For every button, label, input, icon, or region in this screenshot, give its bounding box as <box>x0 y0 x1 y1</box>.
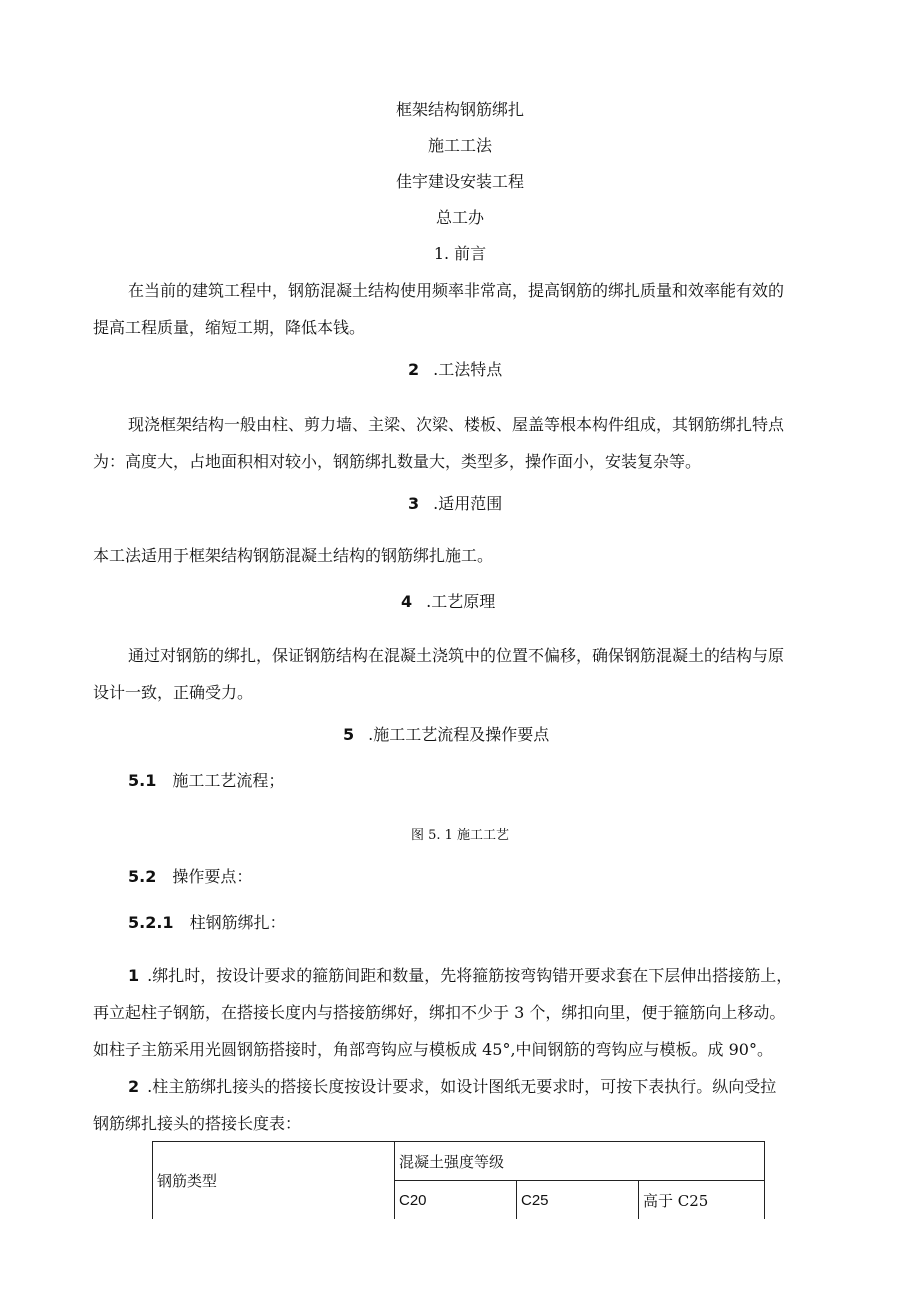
section-4-heading <box>401 592 495 612</box>
section-4-paragraph-line-2: 设计一致，正确受力。 <box>93 683 254 702</box>
table-header-c20: C20 <box>395 1181 517 1220</box>
item-2-line-1 <box>128 1077 776 1097</box>
item-1-text-1: .绑扎时，按设计要求的箍筋间距和数量，先将箍筋按弯钩错开要求套在下层伸出搭接筋上， <box>147 966 793 985</box>
item-1-number: 1 <box>128 966 140 985</box>
item-2-line-2: 钢筋绑扎接头的搭接长度表： <box>93 1114 302 1133</box>
table-header-concrete-grade: 混凝土强度等级 <box>395 1142 765 1181</box>
section-2-heading <box>408 360 502 380</box>
section-5-number: 5 <box>343 725 355 744</box>
subsection-5-1-title: 施工工艺流程； <box>172 771 285 790</box>
item-2-number: 2 <box>128 1077 140 1096</box>
subsection-5-1-number: 5.1 <box>128 771 157 790</box>
item-2-text-1: .柱主筋绑扎接头的搭接长度按设计要求，如设计图纸无要求时，可按下表执行。纵向受拉 <box>147 1077 777 1096</box>
doc-title: 框架结构钢筋绑扎 <box>395 100 524 119</box>
section-5-title: .施工工艺流程及操作要点 <box>368 725 550 744</box>
table-header-c25: C25 <box>517 1181 639 1220</box>
page-bottom-mask <box>140 1219 780 1301</box>
section-4-title: .工艺原理 <box>426 592 496 611</box>
section-2-paragraph-line-1: 现浇框架结构一般由柱、剪力墙、主梁、次梁、楼板、屋盖等根本构件组成，其钢筋绑扎特点 <box>128 415 785 434</box>
table-row <box>153 1142 765 1181</box>
subsection-5-1-heading <box>128 771 284 791</box>
subsection-5-2-1-title: 柱钢筋绑扎： <box>189 913 286 932</box>
section-1-paragraph-line-1: 在当前的建筑工程中，钢筋混凝土结构使用频率非常高，提高钢筋的绑扎质量和效率能有效的 <box>128 281 785 300</box>
section-2-title: .工法特点 <box>433 360 503 379</box>
section-1-heading: 1. 前言 <box>433 244 487 263</box>
subsection-5-2-heading <box>128 867 252 887</box>
table-header-above-c25: 高于 C25 <box>639 1181 765 1220</box>
section-5-heading <box>343 725 549 745</box>
subsection-5-2-title: 操作要点： <box>172 867 253 886</box>
subsection-5-2-number: 5.2 <box>128 867 157 886</box>
subsection-5-2-1-number: 5.2.1 <box>128 913 174 932</box>
item-1-line-3: 如柱子主筋采用光圆钢筋搭接时，角部弯钩应与模板成 45°,中间钢筋的弯钩应与模板。成 90°。 <box>93 1040 773 1059</box>
section-2-paragraph-line-2: 为：高度大，占地面积相对较小，钢筋绑扎数量大，类型多，操作面小，安装复杂等。 <box>93 452 702 471</box>
figure-caption: 图 5. 1 施工工艺 <box>410 828 510 843</box>
section-3-title: .适用范围 <box>433 494 503 513</box>
item-1-line-1 <box>128 966 792 986</box>
table-header-rebar-type: 钢筋类型 <box>153 1142 395 1220</box>
doc-subtitle: 施工工法 <box>427 136 492 155</box>
section-1-paragraph-line-2: 提高工程质量，缩短工期，降低本钱。 <box>93 318 366 337</box>
section-2-number: 2 <box>408 360 420 379</box>
section-3-number: 3 <box>408 494 420 513</box>
section-3-paragraph: 本工法适用于框架结构钢筋混凝土结构的钢筋绑扎施工。 <box>93 546 494 565</box>
section-4-paragraph-line-1: 通过对钢筋的绑扎，保证钢筋结构在混凝土浇筑中的位置不偏移，确保钢筋混凝土的结构与原 <box>128 646 785 665</box>
section-3-heading <box>408 494 502 514</box>
section-4-number: 4 <box>401 592 413 611</box>
department-name: 总工办 <box>435 208 484 227</box>
company-name: 佳宇建设安装工程 <box>395 172 524 191</box>
subsection-5-2-1-heading <box>128 913 286 933</box>
item-1-line-2: 再立起柱子钢筋，在搭接长度内与搭接筋绑好，绑扣不少于 3 个，绑扣向里，便于箍筋向上移动。 <box>93 1003 786 1022</box>
